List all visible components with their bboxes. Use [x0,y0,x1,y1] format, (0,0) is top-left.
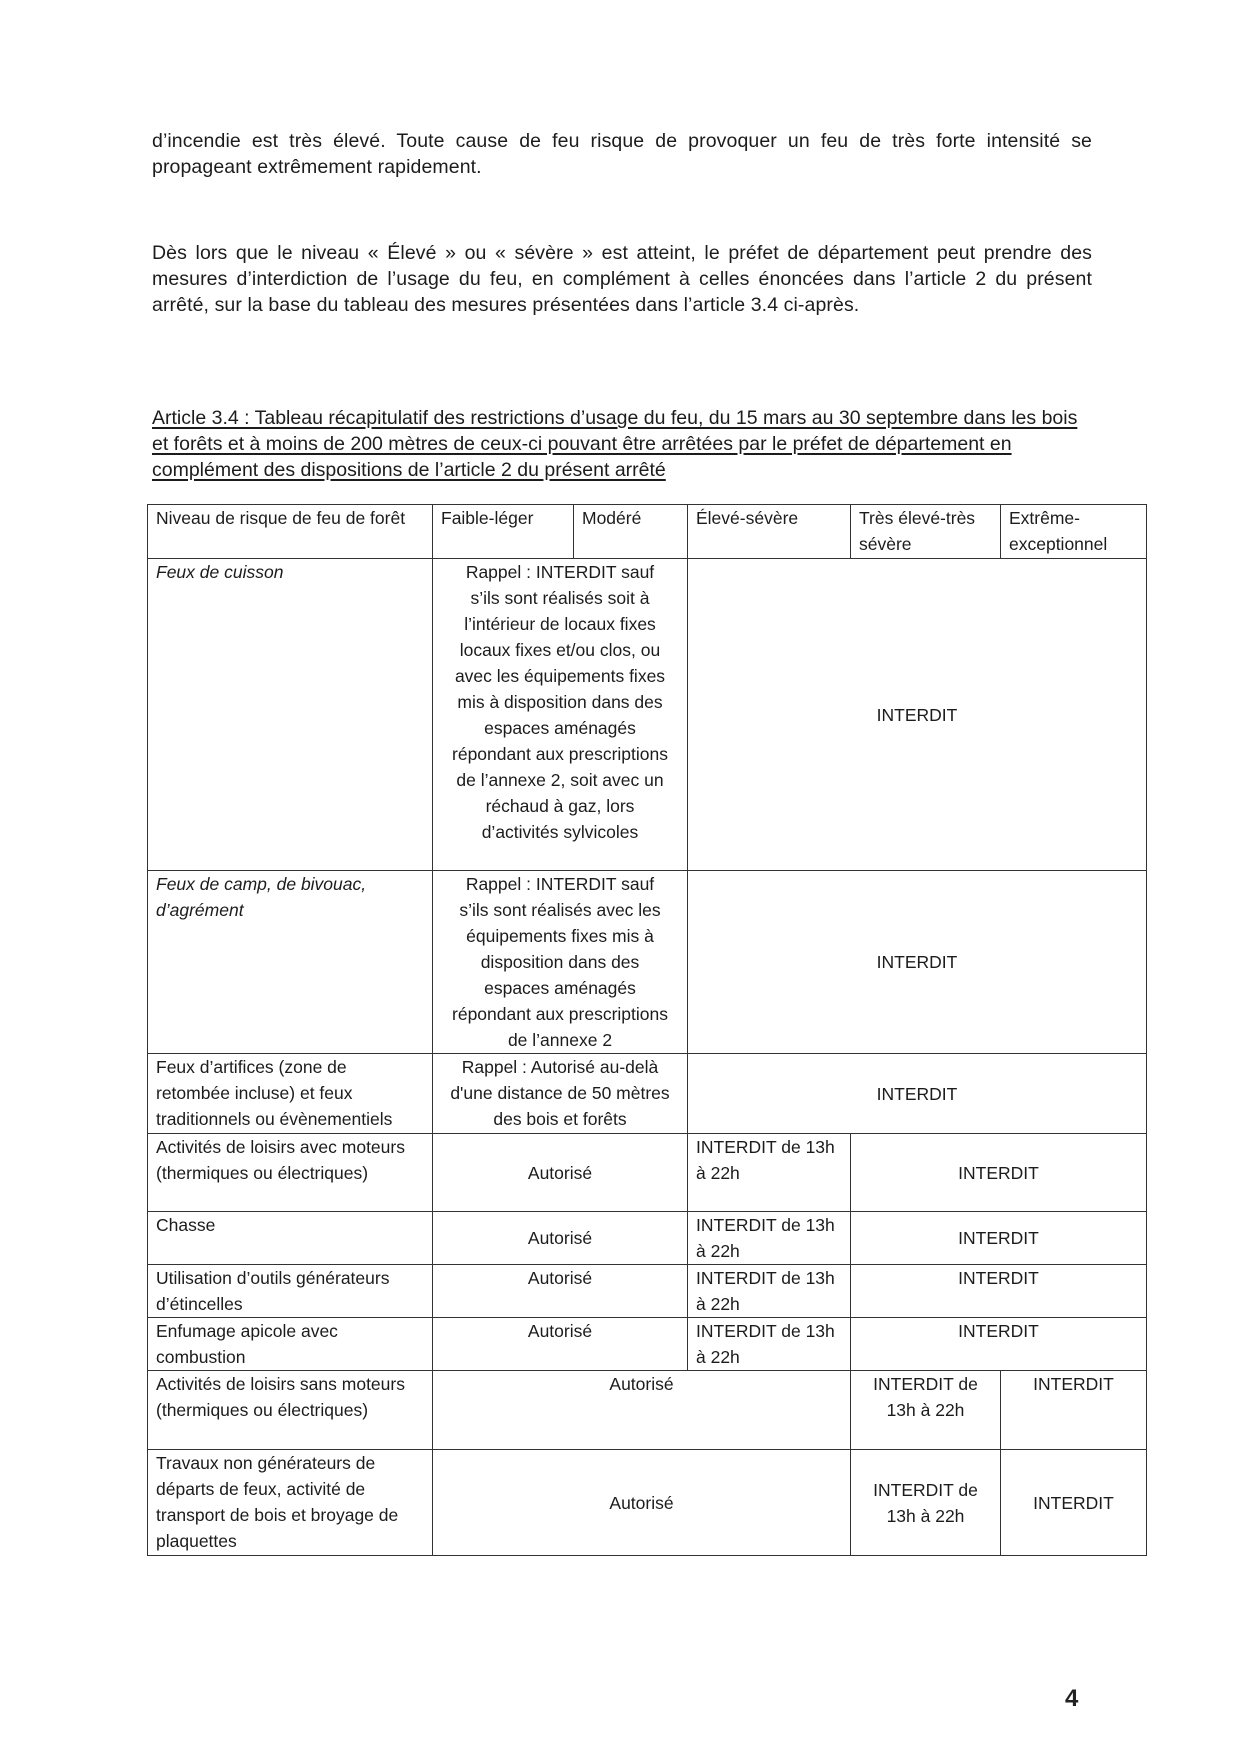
cell-faible-modere: Rappel : Autorisé au-delà d'une distance de 50 mètres des bois et forêts [433,1054,688,1134]
cell-extreme: INTERDIT [1001,1371,1147,1450]
cell-eleve: INTERDIT de 13h à 22h [688,1212,851,1265]
table-row [148,1318,1147,1371]
cell-faible-modere: Rappel : INTERDIT sauf s’ils sont réalisés soit à l’intérieur de locaux fixes locaux fixes et/ou clos, ou avec les équipements fixes mis à disposition dans des espaces aménagés répondant aux prescriptions de l’annexe 2, soit avec un réchaud à gaz, lors d’activités sylvicoles [433,559,688,871]
cell-tres-eleve: INTERDIT de 13h à 22h [851,1450,1001,1556]
table-row [148,871,1147,1054]
cell-eleve-extreme: INTERDIT [688,1054,1147,1134]
cell-eleve: INTERDIT de 13h à 22h [688,1265,851,1318]
cell-tres-eleve-extreme: INTERDIT [851,1212,1147,1265]
row-activity: Enfumage apicole avec combustion [148,1318,433,1371]
cell-tres-eleve: INTERDIT de 13h à 22h [851,1371,1001,1450]
cell-faible-eleve: Autorisé [433,1450,851,1556]
table-row [148,1371,1147,1450]
cell-eleve: INTERDIT de 13h à 22h [688,1134,851,1212]
cell-faible-modere: Rappel : INTERDIT sauf s’ils sont réalisés avec les équipements fixes mis à disposition dans des espaces aménagés répondant aux prescriptions de l’annexe 2 [433,871,688,1054]
header-faible-leger: Faible-léger [433,505,574,559]
table-row [148,1212,1147,1265]
page-number: 4 [1065,1685,1079,1712]
table-row [148,1450,1147,1556]
row-activity: Chasse [148,1212,433,1265]
cell-faible-modere: Autorisé [433,1212,688,1265]
row-activity: Utilisation d’outils générateurs d’étincelles [148,1265,433,1318]
header-modere: Modéré [574,505,688,559]
cell-faible-modere: Autorisé [433,1134,688,1212]
prefect-measures-paragraph: Dès lors que le niveau « Élevé » ou « sévère » est atteint, le préfet de département peut prendre des mesures d’interdiction de l’usage du feu, en complément à celles énoncées dans l’article 2 du présent arrêté, sur la base du tableau des mesures présentées dans l’article 3.4 ci-après. [152,242,1092,316]
cell-eleve-extreme: INTERDIT [688,559,1147,871]
cell-faible-modere: Autorisé [433,1318,688,1371]
row-activity: Feux de cuisson [148,559,433,871]
header-tres-eleve: Très élevé-très sévère [851,505,1001,559]
table-row [148,1054,1147,1134]
row-activity: Activités de loisirs avec moteurs (thermiques ou électriques) [148,1134,433,1212]
table-header-row [148,505,1147,559]
table-row [148,1265,1147,1318]
fire-restrictions-table [147,504,1147,1556]
table-row [148,1134,1147,1212]
intro-paragraph: d’incendie est très élevé. Toute cause de feu risque de provoquer un feu de très forte intensité se propageant extrêmement rapidement. [152,130,1092,178]
cell-tres-eleve-extreme: INTERDIT [851,1134,1147,1212]
table-row [148,559,1147,871]
row-activity: Feux de camp, de bivouac, d’agrément [148,871,433,1054]
cell-eleve-extreme: INTERDIT [688,871,1147,1054]
row-activity: Activités de loisirs sans moteurs (thermiques ou électriques) [148,1371,433,1450]
header-extreme: Extrême-exceptionnel [1001,505,1147,559]
article-3-4-title: Article 3.4 : Tableau récapitulatif des restrictions d’usage du feu, du 15 mars au 30 septembre dans les bois et forêts et à moins de 200 mètres de ceux-ci pouvant être arrêtées par le préfet de département en complément des dispositions de l’article 2 du présent arrêté [152,407,1078,481]
cell-tres-eleve-extreme: INTERDIT [851,1318,1147,1371]
cell-extreme: INTERDIT [1001,1450,1147,1556]
header-risk-level: Niveau de risque de feu de forêt [148,505,433,559]
cell-faible-modere: Autorisé [433,1265,688,1318]
row-activity: Feux d’artifices (zone de retombée incluse) et feux traditionnels ou évènementiels [148,1054,433,1134]
cell-tres-eleve-extreme: INTERDIT [851,1265,1147,1318]
header-eleve-severe: Élevé-sévère [688,505,851,559]
row-activity: Travaux non générateurs de départs de feux, activité de transport de bois et broyage de plaquettes [148,1450,433,1556]
cell-faible-eleve: Autorisé [433,1371,851,1450]
cell-eleve: INTERDIT de 13h à 22h [688,1318,851,1371]
